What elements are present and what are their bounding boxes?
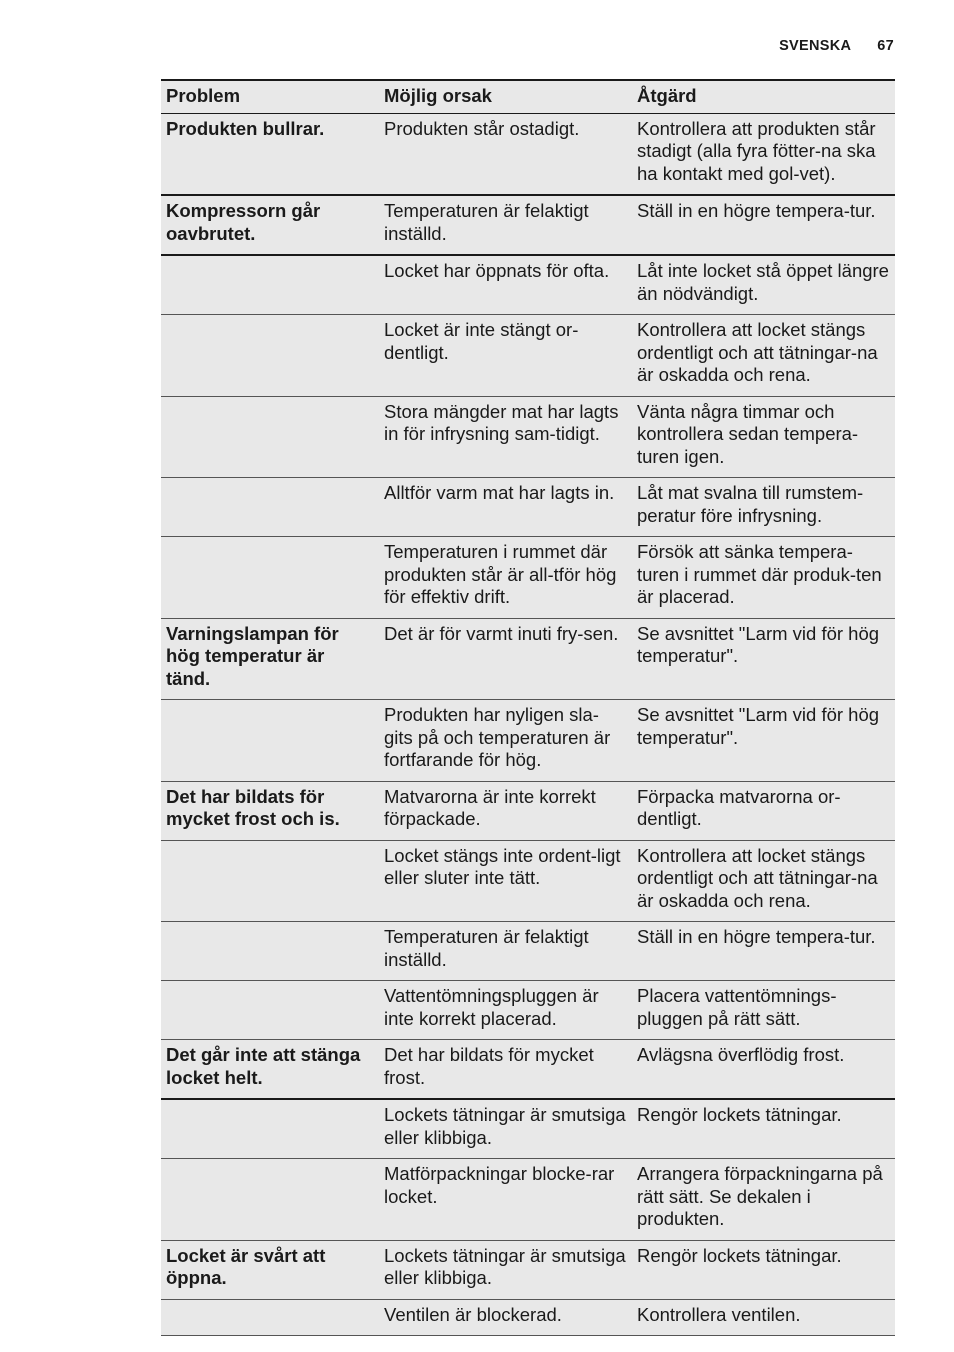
cause-cell: Lockets tätningar är smutsiga eller klibbiga. xyxy=(379,1240,632,1299)
action-cell: Rengör lockets tätningar. xyxy=(632,1099,895,1159)
cause-cell: Produkten står ostadigt. xyxy=(379,113,632,195)
cause-cell: Locket har öppnats för ofta. xyxy=(379,255,632,315)
problem-cell: Produkten bullrar. xyxy=(161,113,379,195)
table-row xyxy=(161,981,895,1040)
problem-cell xyxy=(161,981,379,1040)
problem-cell xyxy=(161,922,379,981)
column-header-cause: Möjlig orsak xyxy=(379,80,632,113)
cause-cell: Alltför varm mat har lagts in. xyxy=(379,478,632,537)
table-row xyxy=(161,255,895,315)
problem-cell xyxy=(161,255,379,315)
cause-cell: Temperaturen är felaktigt inställd. xyxy=(379,922,632,981)
cause-cell: Stora mängder mat har lagts in för infrysning sam-tidigt. xyxy=(379,396,632,478)
action-cell: Se avsnittet "Larm vid för hög temperatur". xyxy=(632,700,895,782)
problem-cell xyxy=(161,537,379,619)
action-cell: Se avsnittet "Larm vid för hög temperatur". xyxy=(632,618,895,700)
action-cell: Försök att sänka tempera-turen i rummet där produk-ten är placerad. xyxy=(632,537,895,619)
table-row xyxy=(161,1159,895,1241)
problem-cell xyxy=(161,315,379,397)
action-cell: Rengör lockets tätningar. xyxy=(632,1240,895,1299)
action-cell: Vänta några timmar och kontrollera sedan tempera-turen igen. xyxy=(632,396,895,478)
table-row xyxy=(161,618,895,700)
action-cell: Ställ in en högre tempera-tur. xyxy=(632,195,895,255)
table-row xyxy=(161,195,895,255)
cause-cell: Det är för varmt inuti fry-sen. xyxy=(379,618,632,700)
action-cell: Förpacka matvarorna or-dentligt. xyxy=(632,781,895,840)
action-cell: Avlägsna överflödig frost. xyxy=(632,1040,895,1100)
troubleshooting-table xyxy=(161,79,895,1336)
table-row xyxy=(161,537,895,619)
action-cell: Ställ in en högre tempera-tur. xyxy=(632,922,895,981)
table-row xyxy=(161,781,895,840)
table-row xyxy=(161,1240,895,1299)
problem-cell: Varningslampan för hög temperatur är tänd. xyxy=(161,618,379,700)
table-row xyxy=(161,1299,895,1336)
problem-cell: Kompressorn går oavbrutet. xyxy=(161,195,379,255)
problem-cell: Det har bildats för mycket frost och is. xyxy=(161,781,379,840)
cause-cell: Temperaturen är felaktigt inställd. xyxy=(379,195,632,255)
action-cell: Kontrollera att produkten står stadigt (alla fyra fötter-na ska ha kontakt med gol-vet). xyxy=(632,113,895,195)
problem-cell: Det går inte att stänga locket helt. xyxy=(161,1040,379,1100)
column-header-problem: Problem xyxy=(161,80,379,113)
problem-cell xyxy=(161,840,379,922)
problem-cell xyxy=(161,396,379,478)
problem-cell xyxy=(161,1099,379,1159)
problem-cell: Locket är svårt att öppna. xyxy=(161,1240,379,1299)
cause-cell: Ventilen är blockerad. xyxy=(379,1299,632,1336)
table-row xyxy=(161,840,895,922)
action-cell: Låt inte locket stå öppet längre än nödvändigt. xyxy=(632,255,895,315)
table-header-row xyxy=(161,80,895,113)
cause-cell: Vattentömningspluggen är inte korrekt placerad. xyxy=(379,981,632,1040)
action-cell: Placera vattentömnings-pluggen på rätt sätt. xyxy=(632,981,895,1040)
page-number: 67 xyxy=(877,38,894,54)
cause-cell: Matvarorna är inte korrekt förpackade. xyxy=(379,781,632,840)
action-cell: Kontrollera att locket stängs ordentligt och att tätningar-na är oskadda och rena. xyxy=(632,840,895,922)
problem-cell xyxy=(161,1159,379,1241)
cause-cell: Temperaturen i rummet där produkten står är all-tför hög för effektiv drift. xyxy=(379,537,632,619)
table-row xyxy=(161,700,895,782)
action-cell: Låt mat svalna till rumstem-peratur före infrysning. xyxy=(632,478,895,537)
cause-cell: Matförpackningar blocke-rar locket. xyxy=(379,1159,632,1241)
cause-cell: Produkten har nyligen sla-gits på och temperaturen är fortfarande för hög. xyxy=(379,700,632,782)
problem-cell xyxy=(161,1299,379,1336)
cause-cell: Lockets tätningar är smutsiga eller klibbiga. xyxy=(379,1099,632,1159)
problem-cell xyxy=(161,700,379,782)
column-header-action: Åtgärd xyxy=(632,80,895,113)
problem-cell xyxy=(161,478,379,537)
language-label: SVENSKA xyxy=(779,38,852,54)
table-row xyxy=(161,478,895,537)
table-row xyxy=(161,1040,895,1100)
table-row xyxy=(161,396,895,478)
table-row xyxy=(161,922,895,981)
action-cell: Kontrollera ventilen. xyxy=(632,1299,895,1336)
table-row xyxy=(161,315,895,397)
action-cell: Kontrollera att locket stängs ordentligt och att tätningar-na är oskadda och rena. xyxy=(632,315,895,397)
table-row xyxy=(161,113,895,195)
action-cell: Arrangera förpackningarna på rätt sätt. Se dekalen i produkten. xyxy=(632,1159,895,1241)
page-header xyxy=(779,38,894,54)
cause-cell: Locket är inte stängt or-dentligt. xyxy=(379,315,632,397)
cause-cell: Locket stängs inte ordent-ligt eller sluter inte tätt. xyxy=(379,840,632,922)
cause-cell: Det har bildats för mycket frost. xyxy=(379,1040,632,1100)
table-row xyxy=(161,1099,895,1159)
